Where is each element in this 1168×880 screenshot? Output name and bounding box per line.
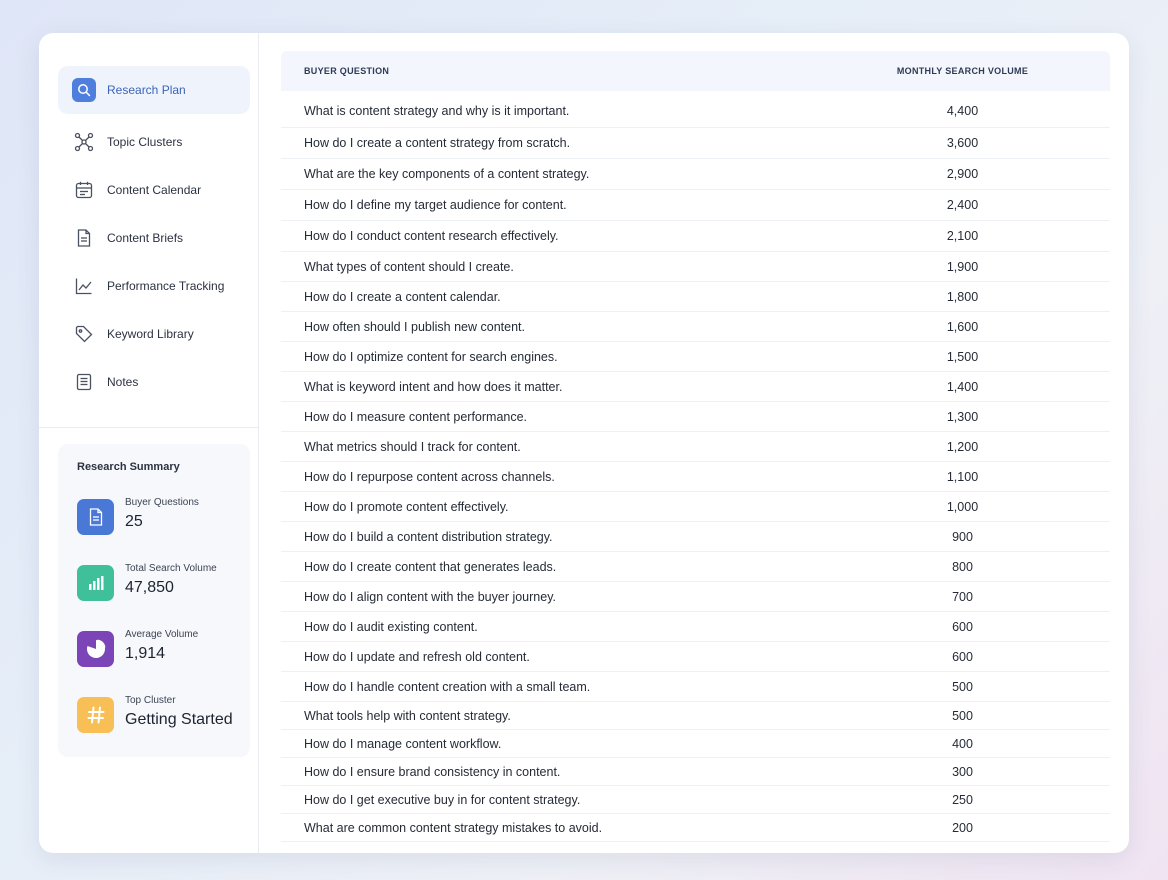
buyer-question-cell: How do I manage content workflow.: [304, 736, 502, 751]
buyer-question-cell: How do I repurpose content across channels.: [304, 469, 555, 484]
table-row[interactable]: [281, 612, 1110, 642]
table-body: [281, 91, 1110, 842]
table-row[interactable]: [281, 312, 1110, 342]
sidebar-item-research-plan[interactable]: [58, 66, 250, 114]
table-row[interactable]: [281, 582, 1110, 612]
search-volume-cell: 500: [952, 708, 973, 723]
sidebar-nav: [58, 66, 250, 406]
table-row[interactable]: [281, 402, 1110, 432]
buyer-question-cell: What tools help with content strategy.: [304, 708, 511, 723]
calendar-icon: [72, 178, 96, 202]
sidebar-item-label: Content Calendar: [107, 183, 202, 197]
search-volume-cell: 1,500: [946, 349, 979, 364]
search-volume-cell: 1,800: [946, 289, 979, 304]
search-volume-cell: 300: [952, 764, 973, 779]
table-row[interactable]: [281, 159, 1110, 190]
buyer-question-cell: How do I build a content distribution strategy.: [304, 529, 553, 544]
sidebar-item-label: Research Plan: [107, 83, 186, 97]
table-row[interactable]: [281, 342, 1110, 372]
sidebar: [39, 33, 259, 853]
sidebar-item-notes[interactable]: [58, 358, 250, 406]
search-volume-cell: 1,400: [946, 379, 979, 394]
stat-value: Getting Started: [125, 711, 233, 728]
buyer-question-cell: What are the key components of a content strategy.: [304, 167, 590, 181]
stat-value: 1,914: [125, 645, 166, 662]
stat-text: [125, 497, 199, 531]
table-row[interactable]: [281, 432, 1110, 462]
summary-stat-average-volume: [77, 629, 250, 695]
table-row[interactable]: [281, 522, 1110, 552]
search-volume-cell: 200: [952, 820, 973, 835]
search-icon: [72, 78, 96, 102]
buyer-question-cell: How do I create a content strategy from scratch.: [304, 136, 571, 150]
table-row[interactable]: [281, 758, 1110, 786]
search-volume-cell: 1,000: [946, 499, 979, 514]
table-header: [281, 51, 1110, 91]
table-row[interactable]: [281, 221, 1110, 252]
buyer-question-cell: How often should I publish new content.: [304, 319, 525, 334]
stat-label: Average Volume: [125, 629, 199, 640]
sidebar-item-label: Performance Tracking: [107, 279, 225, 293]
sidebar-item-label: Content Briefs: [107, 231, 184, 245]
hashtag-icon: [77, 697, 114, 733]
sidebar-item-label: Keyword Library: [107, 327, 194, 341]
search-volume-cell: 1,600: [946, 319, 979, 334]
column-header-buyer-question[interactable]: BUYER QUESTION: [304, 66, 390, 76]
table-row[interactable]: [281, 672, 1110, 702]
line-chart-icon: [72, 274, 96, 298]
buyer-question-cell: How do I ensure brand consistency in content.: [304, 764, 561, 779]
search-volume-cell: 900: [952, 529, 973, 544]
search-volume-cell: 500: [952, 679, 973, 694]
pie-chart-icon: [77, 631, 114, 667]
search-volume-cell: 800: [952, 559, 973, 574]
network-icon: [72, 130, 96, 154]
stat-text: [125, 695, 233, 729]
stat-text: [125, 563, 217, 597]
buyer-question-cell: What is keyword intent and how does it matter.: [304, 379, 563, 394]
document-icon: [72, 226, 96, 250]
sidebar-divider: [39, 427, 259, 428]
notes-icon: [72, 370, 96, 394]
buyer-question-cell: How do I audit existing content.: [304, 619, 478, 634]
table-row[interactable]: [281, 252, 1110, 282]
sidebar-item-content-briefs[interactable]: [58, 214, 250, 262]
sidebar-item-label: Notes: [107, 375, 139, 389]
buyer-question-cell: How do I conduct content research effectively.: [304, 229, 559, 243]
tag-icon: [72, 322, 96, 346]
main-content: [281, 51, 1110, 842]
column-header-monthly-search-volume[interactable]: MONTHLY SEARCH VOLUME: [896, 66, 1029, 76]
buyer-question-cell: How do I get executive buy in for content strategy.: [304, 792, 581, 807]
summary-stat-buyer-questions: [77, 497, 250, 563]
search-volume-cell: 700: [952, 589, 973, 604]
sidebar-item-performance-tracking[interactable]: [58, 262, 250, 310]
search-volume-cell: 2,100: [946, 229, 979, 243]
table-row[interactable]: [281, 91, 1110, 128]
buyer-question-cell: How do I optimize content for search engines.: [304, 349, 558, 364]
table-row[interactable]: [281, 814, 1110, 842]
search-volume-cell: 600: [952, 619, 973, 634]
buyer-question-cell: How do I promote content effectively.: [304, 499, 509, 514]
buyer-question-cell: How do I create a content calendar.: [304, 289, 501, 304]
table-row[interactable]: [281, 730, 1110, 758]
buyer-question-cell: What is content strategy and why is it important.: [304, 103, 570, 118]
sidebar-item-content-calendar[interactable]: [58, 166, 250, 214]
buyer-question-cell: How do I update and refresh old content.: [304, 649, 530, 664]
document-icon: [77, 499, 114, 535]
bar-chart-icon: [77, 565, 114, 601]
table-row[interactable]: [281, 190, 1110, 221]
research-summary-title: Research Summary: [77, 461, 180, 473]
search-volume-cell: 1,200: [946, 439, 979, 454]
table-row[interactable]: [281, 702, 1110, 730]
search-volume-cell: 1,100: [946, 469, 979, 484]
search-volume-cell: 2,400: [946, 198, 979, 212]
sidebar-item-topic-clusters[interactable]: [58, 118, 250, 166]
app-window: [39, 33, 1129, 853]
summary-stat-total-search-volume: [77, 563, 250, 629]
table-row[interactable]: [281, 492, 1110, 522]
buyer-question-cell: How do I align content with the buyer journey.: [304, 589, 556, 604]
table-row[interactable]: [281, 786, 1110, 814]
table-row[interactable]: [281, 372, 1110, 402]
table-row[interactable]: [281, 552, 1110, 582]
stat-label: Total Search Volume: [125, 563, 217, 574]
buyer-question-cell: What are common content strategy mistakes to avoid.: [304, 820, 603, 835]
buyer-question-cell: How do I handle content creation with a small team.: [304, 679, 591, 694]
research-summary-panel: [58, 444, 250, 757]
sidebar-item-label: Topic Clusters: [107, 135, 183, 149]
search-volume-cell: 3,600: [946, 136, 979, 150]
stat-value: 25: [125, 513, 143, 530]
search-volume-cell: 1,900: [946, 259, 979, 274]
search-volume-cell: 250: [952, 792, 973, 807]
search-volume-cell: 600: [952, 649, 973, 664]
search-volume-cell: 400: [952, 736, 973, 751]
buyer-question-cell: How do I measure content performance.: [304, 409, 528, 424]
table-row[interactable]: [281, 128, 1110, 159]
search-volume-cell: 4,400: [946, 103, 979, 118]
buyer-question-cell: How do I define my target audience for content.: [304, 198, 567, 212]
table-row[interactable]: [281, 462, 1110, 492]
stat-text: [125, 629, 198, 663]
search-volume-cell: 1,300: [946, 409, 979, 424]
table-row[interactable]: [281, 282, 1110, 312]
sidebar-item-keyword-library[interactable]: [58, 310, 250, 358]
buyer-question-cell: What types of content should I create.: [304, 259, 514, 274]
buyer-question-cell: How do I create content that generates leads.: [304, 559, 557, 574]
stat-label: Top Cluster: [125, 695, 176, 706]
summary-stat-top-cluster: [77, 695, 250, 761]
table-row[interactable]: [281, 642, 1110, 672]
search-volume-cell: 2,900: [946, 167, 979, 181]
stat-label: Buyer Questions: [125, 497, 199, 508]
stat-value: 47,850: [125, 579, 174, 596]
buyer-question-cell: What metrics should I track for content.: [304, 439, 521, 454]
